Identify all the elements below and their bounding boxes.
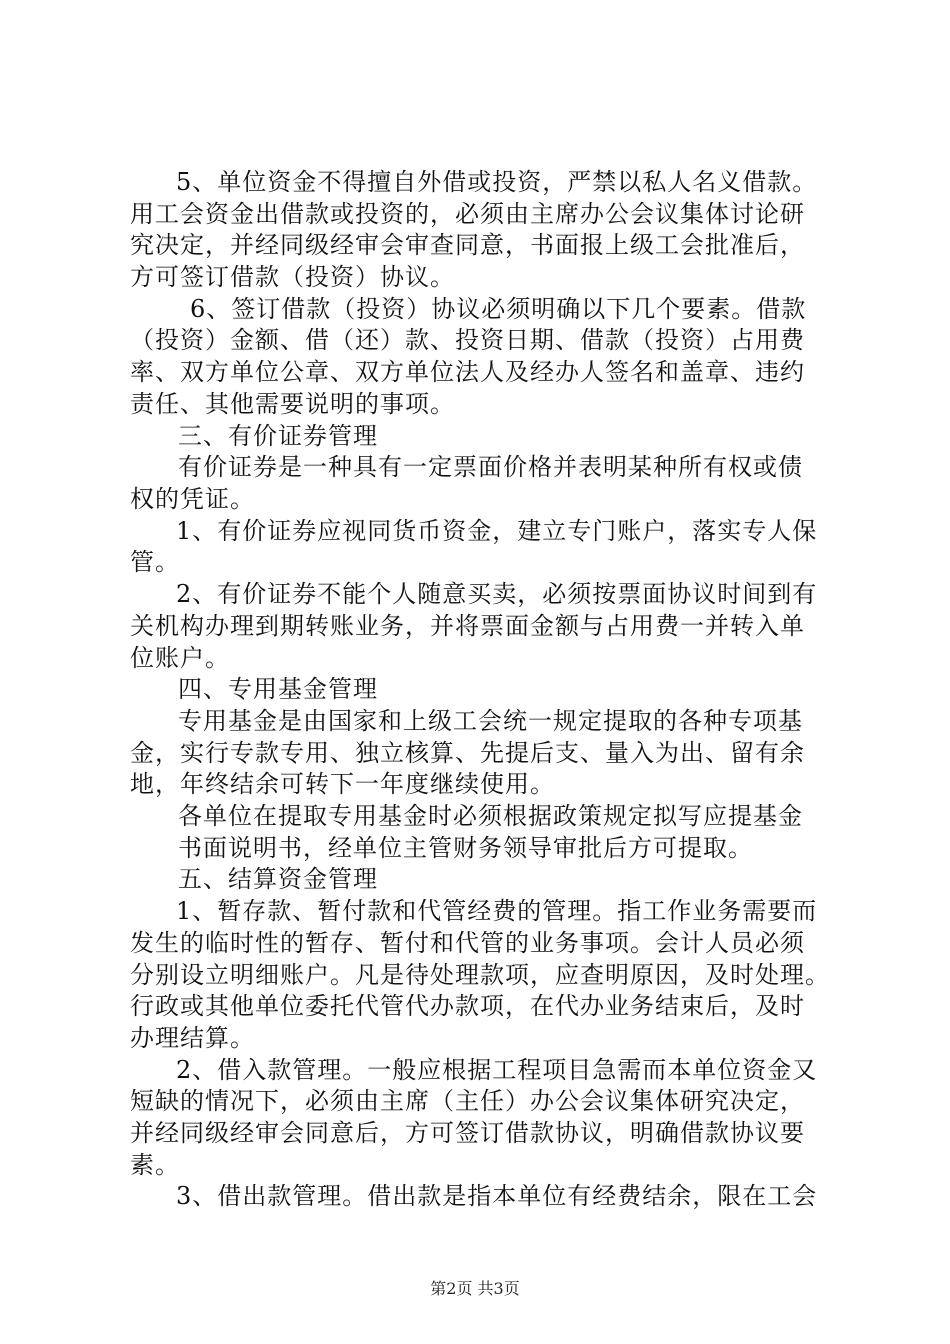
text-line: 短缺的情况下，必须由主席（主任）办公会议集体研究决定， — [130, 1087, 805, 1115]
section-heading: 五、结算资金管理 — [178, 865, 378, 893]
text-line: 用工会资金出借款或投资的，必须由主席办公会议集体讨论研 — [130, 200, 805, 228]
text-line: 2、借入款管理。一般应根据工程项目急需而本单位资金又 — [176, 1056, 818, 1084]
section-heading: 四、专用基金管理 — [178, 675, 378, 703]
text-line: 有价证券是一种具有一定票面价格并表明某种所有权或债 — [178, 453, 803, 481]
page-number: 第2页 共3页 — [430, 1279, 520, 1298]
text-line: 5、单位资金不得擅自外借或投资，严禁以私人名义借款。 — [176, 168, 818, 196]
text-line: 地，年终结余可转下一年度继续使用。 — [130, 770, 555, 798]
text-line: 金，实行专款专用、独立核算、先提后支、量入为出、留有余 — [130, 739, 805, 767]
text-line: 专用基金是由国家和上级工会统一规定提取的各种专项基 — [178, 707, 803, 735]
text-line: 并经同级经审会同意后，方可签订借款协议，明确借款协议要 — [130, 1119, 805, 1147]
text-line: 责任、其他需要说明的事项。 — [130, 390, 455, 418]
text-line: 究决定，并经同级经审会审查同意，书面报上级工会批准后， — [130, 231, 805, 259]
text-line: 3、借出款管理。借出款是指本单位有经费结余，限在工会 — [176, 1182, 818, 1210]
text-line: 1、有价证券应视同货币资金，建立专门账户，落实专人保 — [176, 517, 818, 545]
text-line: 关机构办理到期转账业务，并将票面金额与占用费一并转入单 — [130, 612, 805, 640]
text-line: 6、签订借款（投资）协议必须明确以下几个要素。借款 — [190, 295, 807, 323]
text-line: 率、双方单位公章、双方单位法人及经办人签名和盖章、违约 — [130, 358, 805, 386]
text-line: 行政或其他单位委托代管代办款项，在代办业务结束后，及时 — [130, 992, 805, 1020]
text-line: 管。 — [130, 548, 180, 576]
section-heading: 三、有价证券管理 — [178, 422, 378, 450]
text-line: 分别设立明细账户。凡是待处理款项，应查明原因，及时处理。 — [130, 961, 830, 989]
text-line: 书面说明书，经单位主管财务领导审批后方可提取。 — [178, 834, 753, 862]
text-line: 1、暂存款、暂付款和代管经费的管理。指工作业务需要而 — [176, 897, 818, 925]
text-line: 2、有价证券不能个人随意买卖，必须按票面协议时间到有 — [176, 580, 818, 608]
text-line: 权的凭证。 — [130, 485, 255, 513]
text-line: 方可签订借款（投资）协议。 — [130, 263, 455, 291]
text-line: （投资）金额、借（还）款、投资日期、借款（投资）占用费 — [130, 326, 805, 354]
text-line: 素。 — [130, 1151, 180, 1179]
text-line: 办理结算。 — [130, 1024, 255, 1052]
text-line: 发生的临时性的暂存、暂付和代管的业务事项。会计人员必须 — [130, 929, 805, 957]
text-line: 各单位在提取专用基金时必须根据政策规定拟写应提基金 — [178, 802, 803, 830]
text-line: 位账户。 — [130, 644, 230, 672]
